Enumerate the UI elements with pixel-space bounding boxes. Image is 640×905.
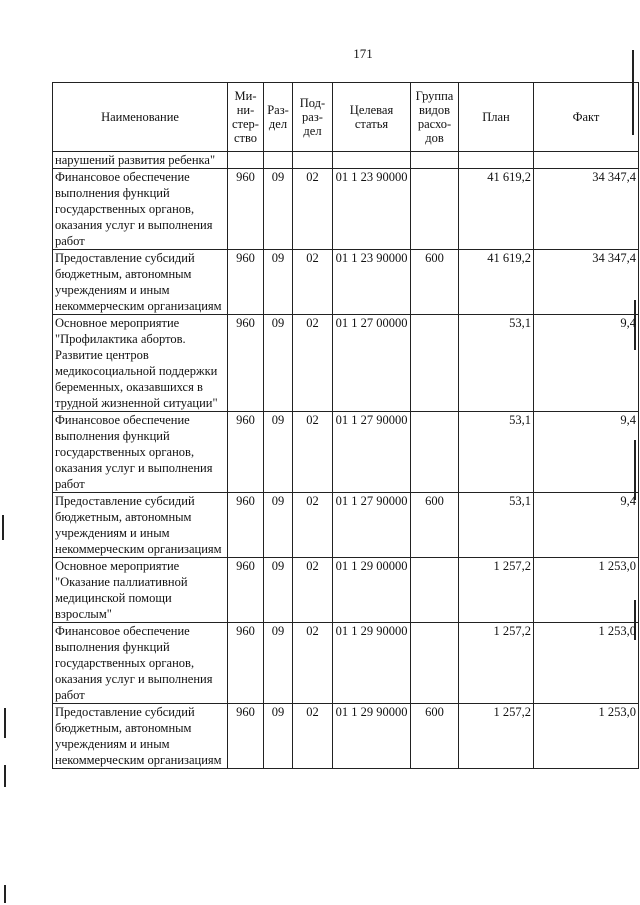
cell-name: Предоставление субсидий бюджетным, автономным учреждениям и иным некоммерческим организациям: [53, 250, 228, 315]
cell-name: Предоставление субсидий бюджетным, автономным учреждениям и иным некоммерческим организациям: [53, 493, 228, 558]
cell-ministry: 960: [228, 704, 264, 769]
table-row: [53, 623, 639, 704]
cell-target: [333, 152, 411, 169]
cell-plan: 53,1: [459, 412, 534, 493]
table-row: [53, 315, 639, 412]
scan-mark: [4, 765, 6, 787]
cell-target: 01 1 27 90000: [333, 412, 411, 493]
scan-mark: [2, 515, 4, 540]
cell-subsection: 02: [293, 623, 333, 704]
cell-target: 01 1 23 90000: [333, 169, 411, 250]
cell-name: нарушений развития ребенка": [53, 152, 228, 169]
table-header-row: [53, 83, 639, 152]
cell-fact: 9,4: [534, 493, 639, 558]
header-subsection: Под- раз- дел: [293, 83, 333, 152]
cell-name: Финансовое обеспечение выполнения функций государственных органов, оказания услуг и выполнения работ: [53, 412, 228, 493]
cell-section: 09: [264, 623, 293, 704]
table-row: [53, 493, 639, 558]
cell-ministry: 960: [228, 412, 264, 493]
table-row: [53, 558, 639, 623]
cell-plan: 53,1: [459, 315, 534, 412]
header-ministry: Ми- ни- стер- ство: [228, 83, 264, 152]
cell-plan: 1 257,2: [459, 623, 534, 704]
cell-plan: 1 257,2: [459, 704, 534, 769]
budget-table: [52, 82, 639, 769]
cell-ministry: 960: [228, 315, 264, 412]
cell-group: [411, 412, 459, 493]
cell-subsection: 02: [293, 412, 333, 493]
cell-section: 09: [264, 250, 293, 315]
cell-section: 09: [264, 704, 293, 769]
cell-subsection: 02: [293, 493, 333, 558]
cell-name: Основное мероприятие "Оказание паллиативной медицинской помощи взрослым": [53, 558, 228, 623]
cell-group: [411, 558, 459, 623]
cell-ministry: 960: [228, 250, 264, 315]
header-target: Целевая статья: [333, 83, 411, 152]
cell-plan: 41 619,2: [459, 169, 534, 250]
cell-section: 09: [264, 169, 293, 250]
cell-subsection: 02: [293, 250, 333, 315]
table-row: [53, 412, 639, 493]
cell-target: 01 1 29 00000: [333, 558, 411, 623]
cell-name: Финансовое обеспечение выполнения функций государственных органов, оказания услуг и выполнения работ: [53, 623, 228, 704]
header-name: Наименование: [53, 83, 228, 152]
table-row: [53, 152, 639, 169]
cell-target: 01 1 23 90000: [333, 250, 411, 315]
cell-fact: 1 253,0: [534, 704, 639, 769]
cell-name: Основное мероприятие "Профилактика абортов. Развитие центров медикосоциальной поддержки беременных, оказавшихся в трудной жизненной ситуации": [53, 315, 228, 412]
cell-section: 09: [264, 412, 293, 493]
cell-plan: [459, 152, 534, 169]
cell-name: Финансовое обеспечение выполнения функций государственных органов, оказания услуг и выполнения работ: [53, 169, 228, 250]
table-row: [53, 250, 639, 315]
cell-subsection: 02: [293, 315, 333, 412]
cell-fact: 9,4: [534, 412, 639, 493]
cell-section: 09: [264, 493, 293, 558]
cell-group: [411, 152, 459, 169]
cell-fact: 1 253,0: [534, 558, 639, 623]
cell-plan: 1 257,2: [459, 558, 534, 623]
cell-ministry: 960: [228, 169, 264, 250]
table-row: [53, 169, 639, 250]
cell-target: 01 1 27 90000: [333, 493, 411, 558]
cell-plan: 53,1: [459, 493, 534, 558]
scan-mark: [4, 708, 6, 738]
page-number: 171: [353, 46, 373, 61]
cell-group: [411, 623, 459, 704]
cell-ministry: 960: [228, 558, 264, 623]
cell-ministry: 960: [228, 493, 264, 558]
cell-group: [411, 315, 459, 412]
cell-fact: 34 347,4: [534, 169, 639, 250]
cell-fact: [534, 152, 639, 169]
cell-plan: 41 619,2: [459, 250, 534, 315]
cell-section: 09: [264, 558, 293, 623]
cell-target: 01 1 27 00000: [333, 315, 411, 412]
cell-subsection: [293, 152, 333, 169]
cell-subsection: 02: [293, 704, 333, 769]
cell-group: 600: [411, 704, 459, 769]
header-group: Группа видов расхо- дов: [411, 83, 459, 152]
cell-target: 01 1 29 90000: [333, 704, 411, 769]
scan-mark: [4, 885, 6, 903]
header-section: Раз- дел: [264, 83, 293, 152]
cell-fact: 9,4: [534, 315, 639, 412]
cell-target: 01 1 29 90000: [333, 623, 411, 704]
cell-ministry: 960: [228, 623, 264, 704]
header-fact: Факт: [534, 83, 639, 152]
cell-subsection: 02: [293, 558, 333, 623]
cell-fact: 34 347,4: [534, 250, 639, 315]
cell-group: [411, 169, 459, 250]
header-plan: План: [459, 83, 534, 152]
cell-fact: 1 253,0: [534, 623, 639, 704]
cell-group: 600: [411, 493, 459, 558]
cell-ministry: [228, 152, 264, 169]
table-row: [53, 704, 639, 769]
cell-section: 09: [264, 315, 293, 412]
cell-section: [264, 152, 293, 169]
cell-subsection: 02: [293, 169, 333, 250]
cell-name: Предоставление субсидий бюджетным, автономным учреждениям и иным некоммерческим организациям: [53, 704, 228, 769]
cell-group: 600: [411, 250, 459, 315]
